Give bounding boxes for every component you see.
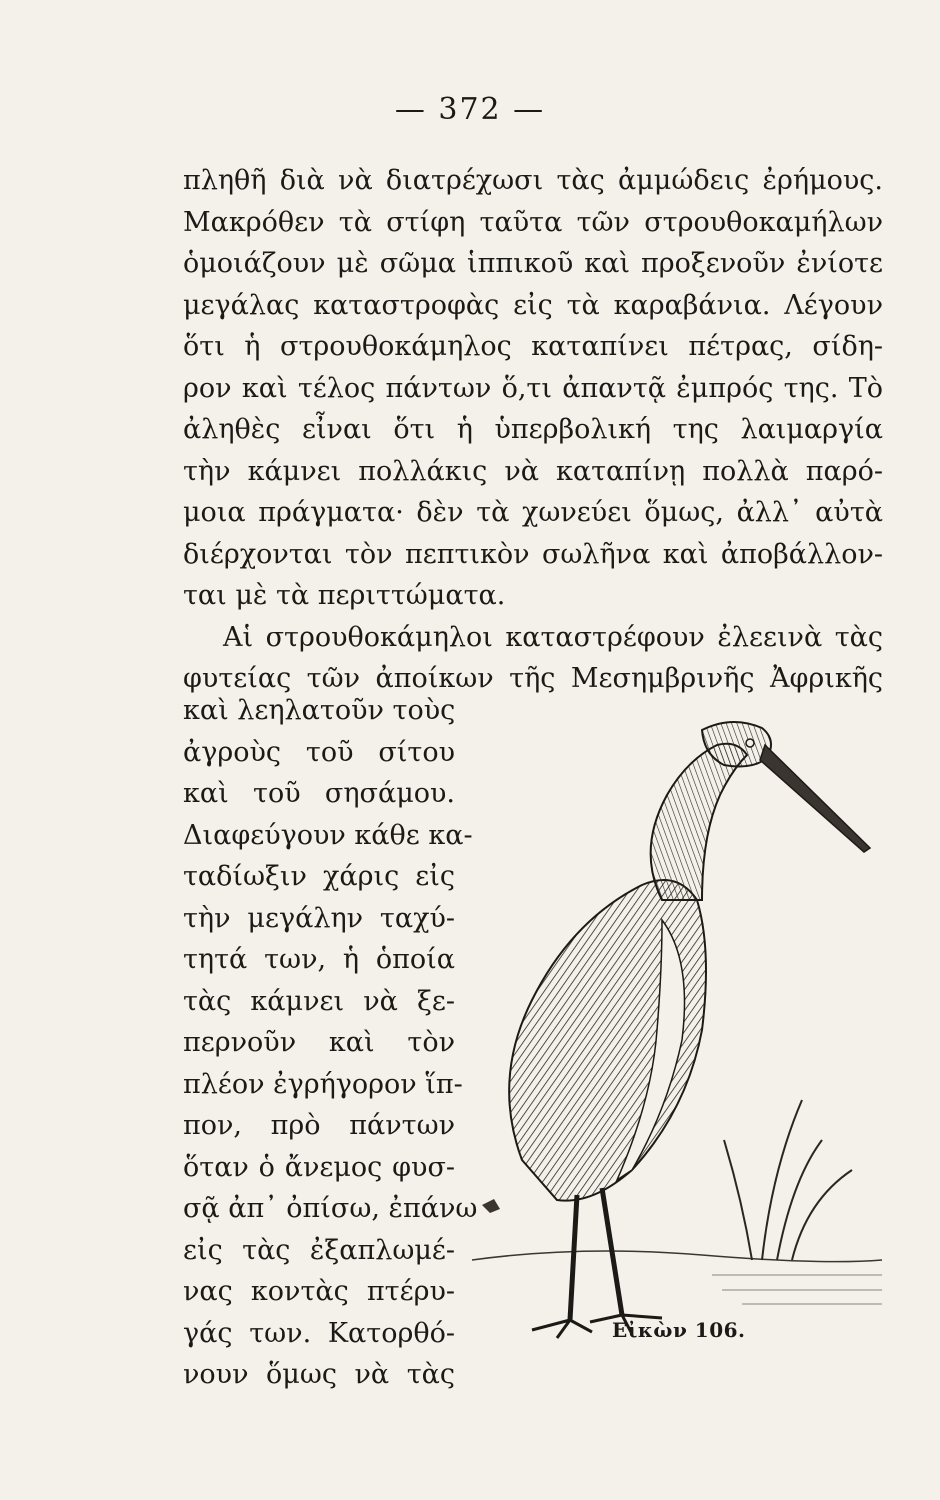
column-line: νουν ὅμως νὰ τὰς [183,1359,455,1390]
text-line: Μακρόθεν τὰ στίφη ταῦτα τῶν στρουθοκαμήλων [183,206,883,238]
text-line: μεγάλας καταστροφὰς εἰς τὰ καραβάνια. Λέγουν [183,289,883,321]
column-line: καὶ τοῦ σησάμου. [183,778,455,809]
text-line: τὴν κάμνει πολλάκις νὰ καταπίνῃ πολλὰ παρό- [183,455,883,487]
column-line: πλέον ἐγρήγορον ἵπ- [183,1068,463,1100]
text-line: φυτείας τῶν ἀποίκων τῆς Μεσημβρινῆς Ἀφρικῆς [183,663,883,694]
page-number: — 372 — [394,92,546,127]
column-line: νας κοντὰς πτέρυ- [183,1276,455,1307]
stork-illustration [462,700,888,1340]
text-line: ρον καὶ τέλος πάντων ὅ,τι ἀπαντᾷ ἐμπρός της. Τὸ [183,372,883,404]
column-line: τὴν μεγάλην ταχύ- [183,902,455,934]
text-line: ὁμοιάζουν μὲ σῶμα ἱππικοῦ καὶ προξενοῦν ἐνίοτε [183,248,883,279]
wrapped-text-column [183,690,478,1396]
text-line: διέρχονται τὸν πεπτικὸν σωλῆνα καὶ ἀποβάλλον- [183,538,883,570]
column-line: τητά των, ἡ ὁποία [183,944,455,975]
column-line: ἀγροὺς τοῦ σίτου [183,736,455,768]
text-line: πληθῆ διὰ νὰ διατρέχωσι τὰς ἀμμώδεις ἐρήμους. [183,165,883,196]
column-line: γάς των. Κατορθό- [183,1317,455,1349]
text-line: ἀληθὲς εἶναι ὅτι ἡ ὑπερβολική της λαιμαργία [183,414,883,445]
text-line: ὅτι ἡ στρουθοκάμηλος καταπίνει πέτρας, σίδη- [183,331,883,362]
column-line: ὅταν ὁ ἄνεμος φυσ- [183,1151,455,1183]
paragraph-start-line: Αἱ στρουθοκάμηλοι καταστρέφουν ἐλεεινὰ τὰς [223,621,883,653]
column-line: περνοῦν καὶ τὸν [183,1027,455,1058]
column-line: εἰς τὰς ἐξαπλωμέ- [183,1234,455,1266]
column-line: ταδίωξιν χάρις εἰς [183,861,455,892]
stork-engraving-icon [462,700,888,1340]
column-line: Διαφεύγουν κάθε κα- [183,819,473,851]
text-line: μοια πράγματα· δὲν τὰ χωνεύει ὅμως, ἀλλ᾽ αὐτὰ [183,497,883,528]
column-line: σᾷ ἀπ᾽ ὀπίσω, ἐπάνω [183,1193,478,1224]
column-line: καὶ λεηλατοῦν τοὺς [183,695,456,726]
text-line: ται μὲ τὰ περιττώματα. [183,580,506,611]
column-line: πον, πρὸ πάντων [183,1110,455,1141]
figure-caption: Εἰκὼν 106. [612,1318,746,1342]
full-width-text [183,160,883,700]
column-line: τὰς κάμνει νὰ ξε- [183,985,455,1017]
